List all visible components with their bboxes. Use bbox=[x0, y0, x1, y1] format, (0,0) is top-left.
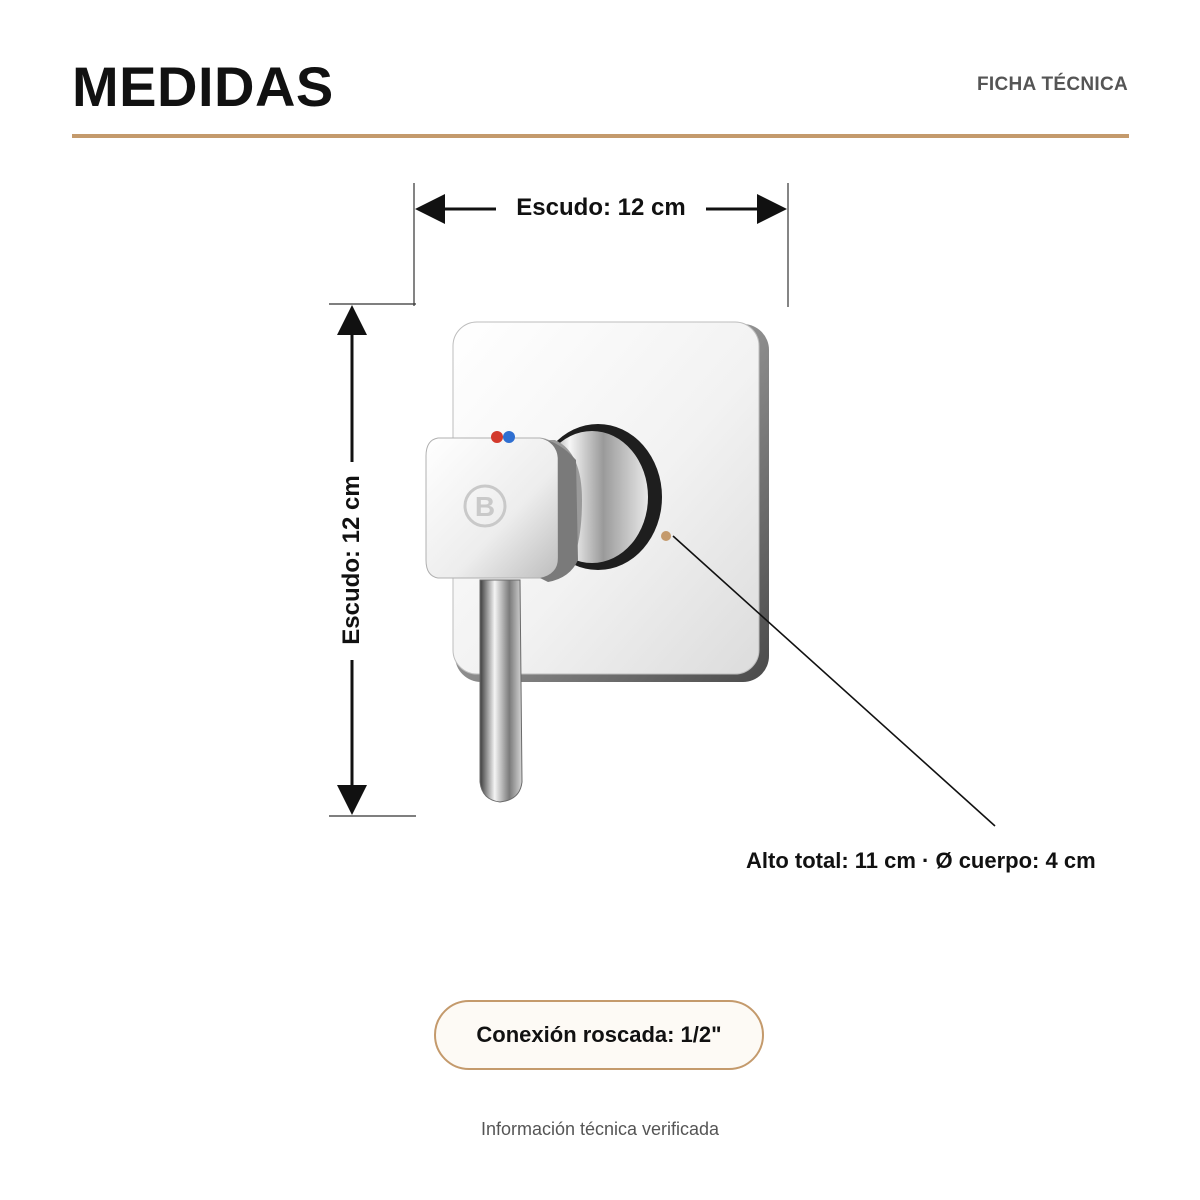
connection-label: Conexión roscada: 1/2" bbox=[476, 1022, 722, 1047]
handle-lever bbox=[480, 580, 522, 802]
page-title: MEDIDAS bbox=[72, 55, 334, 118]
body-dimensions-label: Alto total: 11 cm · Ø cuerpo: 4 cm bbox=[746, 848, 1096, 873]
height-dimension-label: Escudo: 12 cm bbox=[338, 465, 366, 654]
connection-badge bbox=[434, 1000, 764, 1070]
footer-note: Información técnica verificada bbox=[480, 1119, 720, 1139]
page-subtitle: FICHA TÉCNICA bbox=[977, 74, 1128, 95]
brand-logo-letter: B bbox=[474, 491, 496, 522]
width-dimension-label: Escudo: 12 cm bbox=[506, 194, 695, 222]
